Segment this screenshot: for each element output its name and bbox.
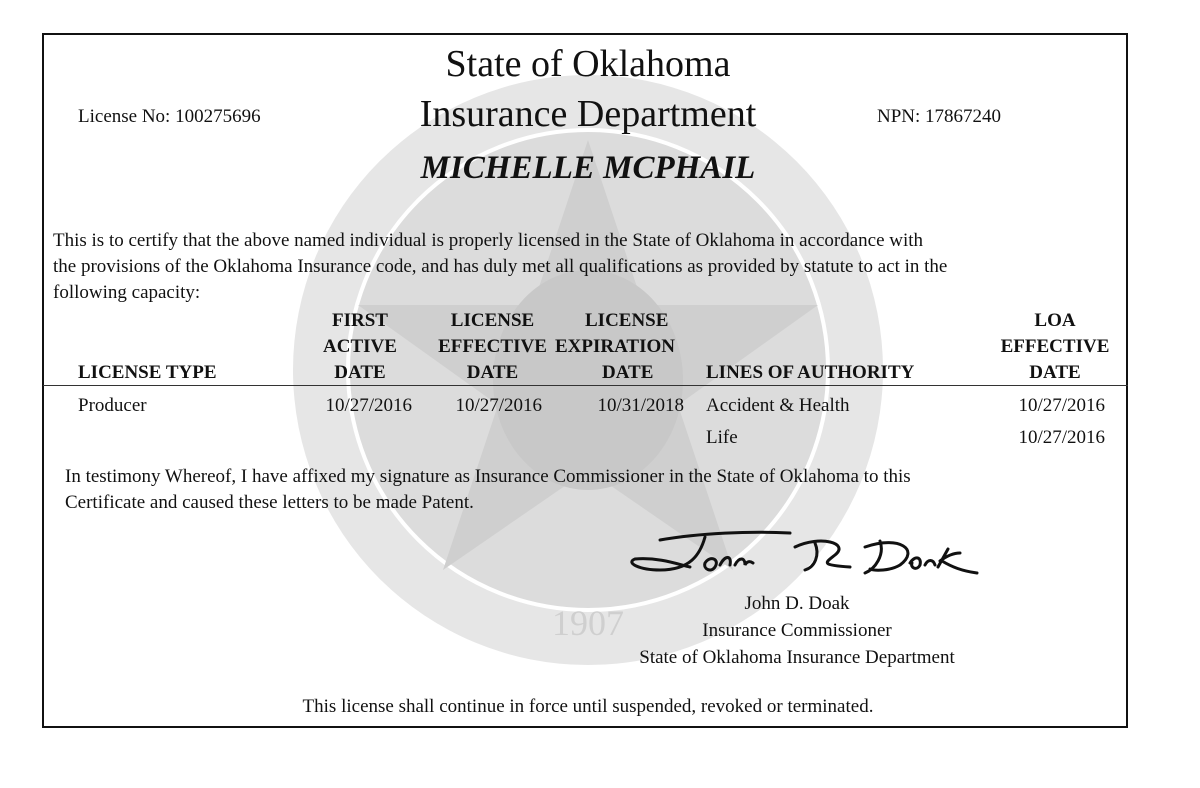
commissioner-department: State of Oklahoma Insurance Department: [639, 647, 955, 668]
title-state: State of Oklahoma: [445, 43, 731, 85]
header-license-type: LICENSE TYPE: [78, 362, 217, 383]
header-first-active-date: FIRST ACTIVE DATE: [323, 310, 397, 383]
commissioner-signature: [620, 525, 980, 590]
testimony-text: In testimony Whereof, I have affixed my signature as Insurance Commissioner in the State of Oklahoma to this: [65, 466, 911, 487]
certification-text: the provisions of the Oklahoma Insurance code, and has duly met all qualifications as provided by statute to act in the: [53, 256, 948, 277]
cell-license-type: Producer: [78, 395, 147, 416]
cell-effective: 10/27/2016: [455, 395, 542, 416]
table-header-divider: [43, 385, 1128, 386]
cell-loa-effective: 10/27/2016: [1018, 427, 1105, 448]
cell-loa-effective: 10/27/2016: [1018, 395, 1105, 416]
header-license-effective-date: LICENSE EFFECTIVE DATE: [438, 310, 547, 383]
testimony-text: Certificate and caused these letters to be made Patent.: [65, 492, 474, 513]
seal-year: 1907: [552, 603, 624, 643]
cell-first-active: 10/27/2016: [325, 395, 412, 416]
certification-text: This is to certify that the above named individual is properly licensed in the State of Oklahoma in accordance with: [53, 230, 924, 251]
cell-line-of-authority: Accident & Health: [706, 395, 850, 416]
certification-text: following capacity:: [53, 282, 201, 303]
title-department: Insurance Department: [419, 93, 757, 135]
commissioner-name: John D. Doak: [744, 593, 850, 614]
header-lines-of-authority: LINES OF AUTHORITY: [706, 362, 915, 383]
header-loa-effective-date: LOA EFFECTIVE DATE: [1000, 310, 1110, 383]
footer-note: This license shall continue in force until suspended, revoked or terminated.: [302, 696, 874, 717]
commissioner-title: Insurance Commissioner: [702, 620, 892, 641]
header-license-expiration-date: LICENSE EXPIRATION DATE: [555, 310, 675, 383]
cell-line-of-authority: Life: [706, 427, 738, 448]
licensee-name: MICHELLE MCPHAIL: [420, 150, 756, 186]
license-number: License No: 100275696: [78, 106, 261, 127]
cell-expiration: 10/31/2018: [597, 395, 684, 416]
npn-number: NPN: 17867240: [877, 106, 1002, 127]
